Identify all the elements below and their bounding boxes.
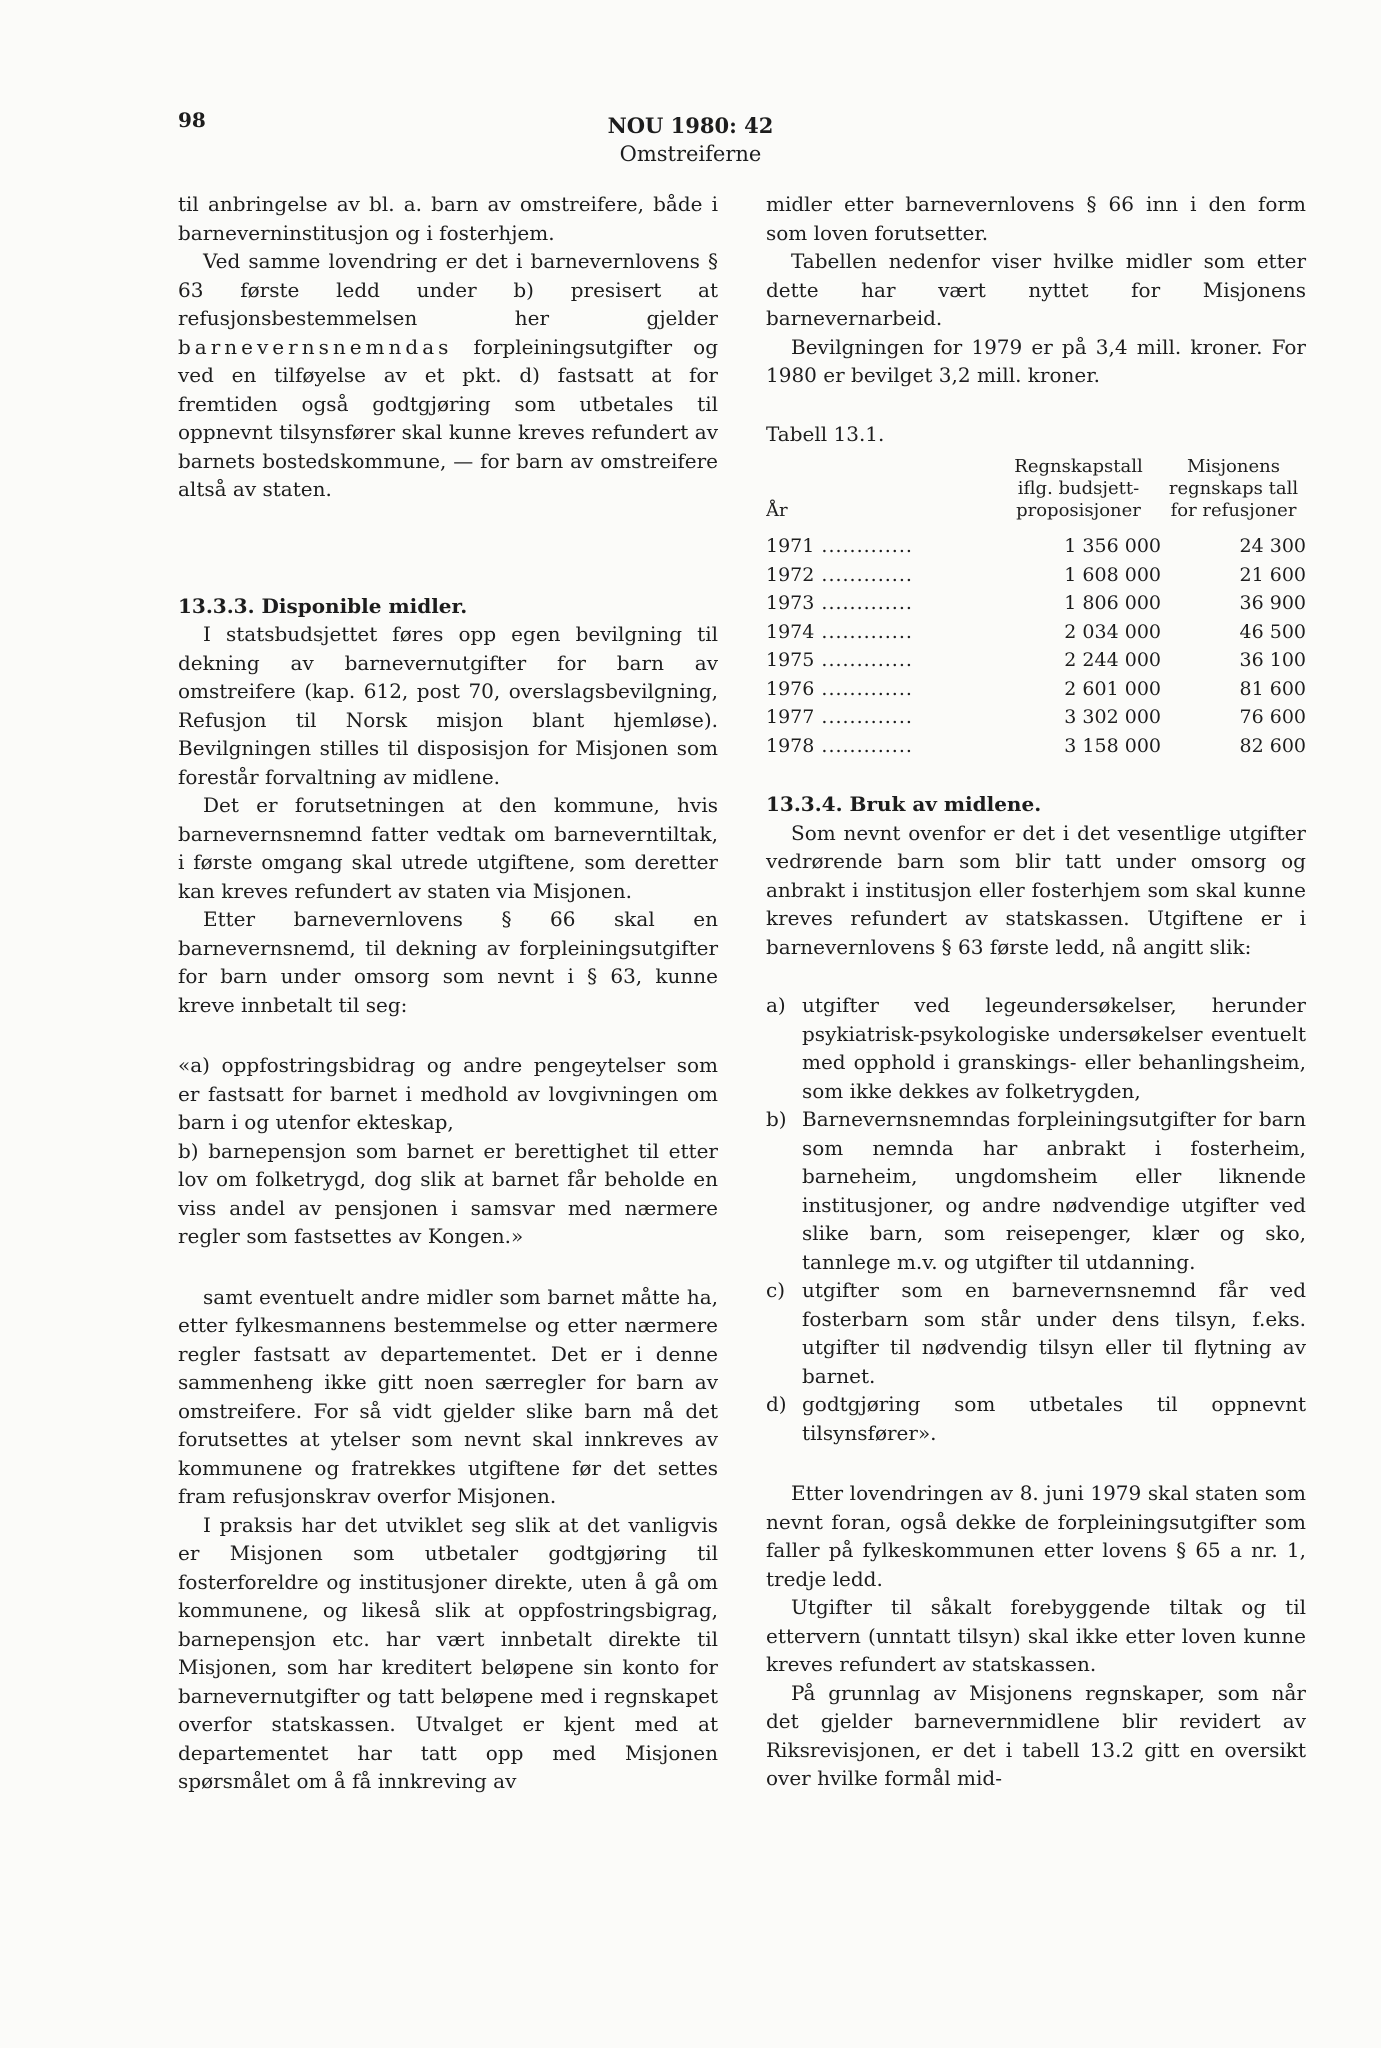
cell-mission: 24 300 — [1239, 535, 1306, 557]
list-marker: c) — [766, 1278, 786, 1302]
paragraph: Det er forutsetningen at den kommune, hvis barnevernsnemnd fatter vedtak om barneverntiltak, i første omgang skal utrede utgiftene, som deretter kan kreves refundert av staten via Misjonen. — [178, 793, 718, 903]
header-year: År — [766, 500, 788, 521]
cell-budget: 1 356 000 — [1064, 535, 1161, 557]
data-table — [766, 456, 1306, 760]
cell-budget: 2 244 000 — [1064, 649, 1161, 671]
cell-budget: 1 806 000 — [1064, 592, 1161, 614]
paragraph: På grunnlag av Misjonens regnskaper, som når det gjelder barnevernmidlene blir revidert av Riksrevisjonen, er det i tabell 13.2 gitt en oversikt over hvilke formål mid- — [766, 1680, 1306, 1790]
cell-mission: 76 600 — [1239, 706, 1306, 728]
table-row — [766, 589, 1306, 618]
quote-item: b) barnepensjon som barnet er berettighet til etter lov om folketrygd, dog slik at barnet får beholde en viss andel av pensjonen i samsvar med nærmere regler som fastsettes av Kongen.» — [178, 1138, 718, 1248]
table-row — [766, 532, 1306, 561]
paragraph: Tabellen nedenfor viser hvilke midler som etter dette har vært nyttet for Misjonens barnevernarbeid. — [766, 249, 1306, 330]
paragraph: samt eventuelt andre midler som barnet måtte ha, etter fylkesmannens bestemmelse og etter nærmere regler fastsatt av departementet. Det er i denne sammenheng ikke gitt noen særregler for barn av omstreifere. For så vidt gjelder slike barn må det forutsettes at ytelser som nevnt skal innkreves av kommunene og fratrekkes utgiftene før det settes fram refusjonskrav overfor Misjonen. — [178, 1284, 718, 1508]
cell-year: 1973 ..... — [766, 589, 996, 618]
cell-budget: 3 158 000 — [1064, 734, 1161, 757]
table-row — [766, 703, 1306, 732]
paragraph: Utgifter til såkalt forebyggende tiltak og til ettervern (unntatt tilsyn) skal ikke etter loven kunne kreves refundert av statskassen. — [766, 1595, 1306, 1676]
cell-budget: 2 034 000 — [1064, 620, 1161, 643]
table-header-row — [766, 456, 1306, 532]
header-budget: Regnskapstall iflg. budsjett-proposisjoner — [1014, 456, 1143, 521]
list-marker: b) — [766, 1107, 787, 1131]
table-row — [766, 732, 1306, 761]
list-text: utgifter som en barnevernsnemnd får ved fosterbarn som står under dens tilsyn, f.eks. utgifter til nødvendig tilsyn eller til flytning av barnet. — [802, 1278, 1306, 1388]
table-body — [766, 532, 1306, 760]
cell-mission: 21 600 — [1239, 563, 1306, 586]
cell-year: 1976 ..... — [766, 675, 996, 704]
quote-item: «a) oppfostringsbidrag og andre pengeytelser som er fastsatt for barnet i medhold av lovgivningen om barn i og utenfor ekteskap, — [178, 1053, 718, 1134]
list-item — [766, 1105, 1306, 1276]
table-row — [766, 646, 1306, 675]
cell-mission: 81 600 — [1239, 677, 1306, 700]
cell-mission: 36 100 — [1239, 649, 1306, 671]
refund-list — [766, 991, 1306, 1447]
spaced-term: barnevernsnemndas — [178, 334, 453, 359]
cell-mission: 36 900 — [1239, 592, 1306, 614]
table-row — [766, 561, 1306, 590]
section-heading: 13.3.4. Bruk av midlene. — [766, 792, 1042, 816]
cell-year: 1974 ..... — [766, 618, 996, 647]
list-text: godtgjøring som utbetales til oppnevnt tilsynsfører». — [802, 1392, 1306, 1445]
list-item — [766, 1276, 1306, 1390]
list-item — [766, 991, 1306, 1105]
paragraph: til anbringelse av bl. a. barn av omstreifere, både i barneverninstitusjon og i fosterhjem. — [178, 192, 718, 245]
right-column — [766, 190, 1306, 1793]
cell-year: 1977 ..... — [766, 703, 996, 732]
list-item — [766, 1390, 1306, 1447]
paragraph-text: forpleiningsutgifter og ved en tilføyelse av et pkt. d) fastsatt at for fremtiden også godtgjøring som utbetales til oppnevnt tilsynsfører skal kunne kreves refundert av barnets bostedskommune, — for barn av omstreifere altså av staten. — [178, 334, 718, 501]
cell-budget: 1 608 000 — [1064, 563, 1161, 586]
table-row — [766, 675, 1306, 704]
header-mission: Misjonens regnskaps tall for refusjoner — [1168, 456, 1299, 521]
quotation — [178, 1051, 718, 1251]
paragraph: I statsbudsjettet føres opp egen bevilgning til dekning av barnevernutgifter for barn av omstreifere (kap. 612, post 70, overslagsbevilgning, Refusjon til Norsk misjon blant hjemløse). Bevilgningen stilles til disposisjon for Misjonen som forestår forvaltning av midlene. — [178, 622, 718, 789]
left-column — [178, 190, 718, 1796]
cell-year: 1975 ..... — [766, 646, 996, 675]
running-head — [0, 112, 1381, 168]
paragraph: I praksis har det utviklet seg slik at det vanligvis er Misjonen som utbetaler godtgjøring til fosterforeldre og institusjoner direkte, uten å gå om kommunene, og likeså slik at oppfostringsbigrag, barnepensjon etc. har vært innbetalt direkte til Misjonen, som har kreditert beløpene sin konto for barnevernutgifter og tatt beløpene med i regnskapet overfor statskassen. Utvalget er kjent med at departementet har tatt opp med Misjonen spørsmålet om å få innkreving av — [178, 1512, 718, 1793]
paragraph: Bevilgningen for 1979 er på 3,4 mill. kroner. For 1980 er bevilget 3,2 mill. kroner. — [766, 334, 1306, 387]
paragraph: Som nevnt ovenfor er det i det vesentlige utgifter vedrørende barn som blir tatt under omsorg og anbrakt i institusjon eller fosterhjem som skal kunne kreves refundert av statskassen. Utgiftene er i barnevernlovens § 63 første ledd, nå angitt slik: — [766, 820, 1306, 959]
list-marker: d) — [766, 1392, 787, 1416]
paragraph: midler etter barnevernlovens § 66 inn i den form som loven forutsetter. — [766, 192, 1306, 245]
table-caption: Tabell 13.1. — [766, 421, 885, 446]
cell-mission: 82 600 — [1239, 734, 1306, 757]
paragraph: Etter barnevernlovens § 66 skal en barnevernsnemd, til dekning av forpleiningsutgifter for barn under omsorg som nevnt i § 63, kunne kreve innbetalt til seg: — [178, 907, 718, 1017]
cell-year: 1972 ..... — [766, 561, 996, 590]
cell-budget: 3 302 000 — [1064, 706, 1161, 728]
cell-budget: 2 601 000 — [1064, 677, 1161, 700]
cell-year: 1971 ..... — [766, 532, 996, 561]
section-heading: 13.3.3. Disponible midler. — [178, 593, 468, 618]
paragraph: Etter lovendringen av 8. juni 1979 skal staten som nevnt foran, også dekke de forpleiningsutgifter som faller på fylkeskommunen etter lovens § 65 a nr. 1, tredje ledd. — [766, 1481, 1306, 1591]
cell-year: 1978 ..... — [766, 732, 996, 761]
chapter-title: Omstreiferne — [619, 142, 762, 166]
list-text: utgifter ved legeundersøkelser, herunder psykiatrisk-psykologiske undersøkelser eventuelt med opphold i granskings- eller behanlingsheim, som ikke dekkes av folketrygden, — [802, 993, 1306, 1103]
series-title: NOU 1980: 42 — [607, 113, 774, 138]
page-number: 98 — [178, 108, 206, 132]
paragraph-text: Ved samme lovendring er det i barnevernlovens § 63 første ledd under b) presisert at refusjonsbestemmelsen her gjelder — [178, 249, 718, 330]
paragraph — [178, 247, 718, 504]
table-row — [766, 618, 1306, 647]
cell-mission: 46 500 — [1239, 620, 1306, 643]
list-text: Barnevernsnemndas forpleiningsutgifter for barn som nemnda har anbrakt i fosterheim, barneheim, ungdomsheim eller liknende institusjoner, og andre nødvendige utgifter ved slike barn, som reisepenger, klær og sko, tannlege m.v. og utgifter til utdanning. — [802, 1107, 1306, 1274]
list-marker: a) — [766, 993, 786, 1017]
